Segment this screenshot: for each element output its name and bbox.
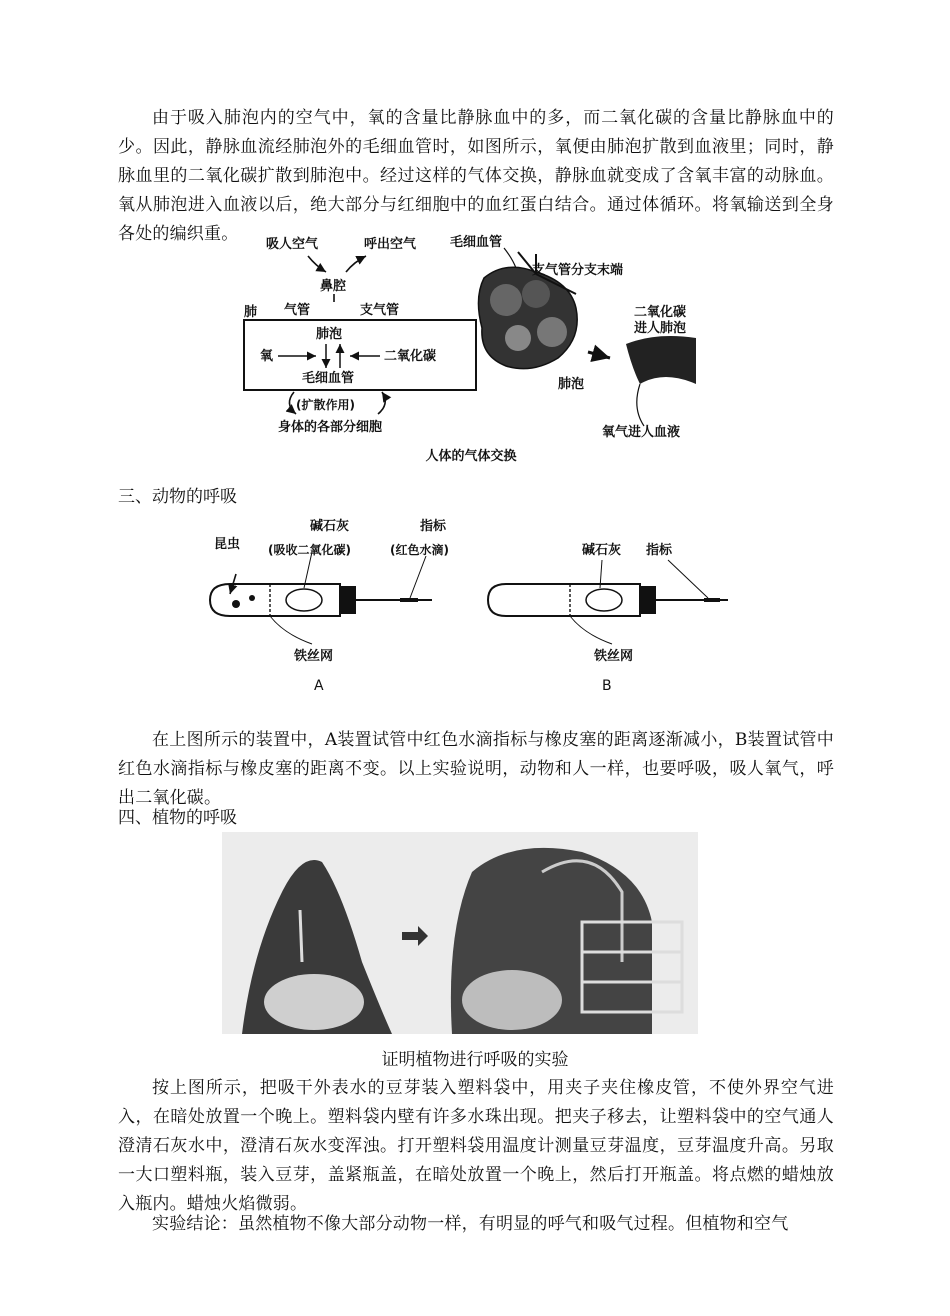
arrow-diffusion-right (378, 392, 385, 414)
label-lime-a: 碱石灰 (310, 519, 350, 534)
rubber-stopper-a (340, 586, 356, 614)
paragraph-plant-experiment: 按上图所示，把吸干外表水的豆芽装入塑料袋中，用夹子夹住橡皮管，不使外界空气进入，在暗处放置一个晚上。塑料袋内壁有许多水珠出现。把夹子移去，让塑料袋中的空气通人澄清石灰水中，澄清石灰水变浑浊。打开塑料袋用温度计测量豆芽温度，豆芽温度升高。另取一大口塑料瓶，装入豆芽，盖紧瓶盖，在暗处放置一个晚上，然后打开瓶盖。将点燃的蜡烛放入瓶内。蜡烛火焰微弱。 (118, 1078, 834, 1214)
label-mesh-a: 铁丝网 (294, 649, 334, 664)
label-co2-in: 二氧化碳 (634, 305, 687, 320)
test-tube-a (210, 584, 340, 616)
label-lung: 肺 (244, 305, 258, 320)
label-nasal: 鼻腔 (320, 279, 347, 294)
alveolus-sac-3 (537, 317, 567, 347)
label-lime-a-note: (吸收二氧化碳) (268, 543, 351, 557)
insect-2 (249, 595, 255, 601)
label-mesh-b: 铁丝网 (594, 649, 634, 664)
label-o2-in: 氧气进人血液 (602, 425, 681, 440)
label-b: B (602, 678, 612, 694)
label-oxygen: 氧 (260, 349, 274, 364)
label-inhale: 吸人空气 (266, 237, 319, 252)
alveolus-illustration (450, 234, 696, 440)
line-capillary-right (504, 248, 516, 268)
line-indicator-b (668, 560, 708, 598)
paragraph-conclusion: 实验结论：虽然植物不像大部分动物一样，有明显的呼气和吸气过程。但植物和空气 (152, 1214, 789, 1234)
paragraph-animal-experiment: 在上图所示的装置中，A装置试管中红色水滴指标与橡皮塞的距离逐渐减小，B装置试管中红色水滴指标与橡皮塞的距离不变。以上实验说明，动物和人一样，也要呼吸，吸人氧气，呼出二氧化碳。 (118, 730, 834, 808)
line-mesh-a (270, 616, 312, 644)
line-mesh-b (570, 616, 612, 644)
label-insect: 昆虫 (214, 537, 241, 552)
label-capillary-right: 毛细血管 (450, 235, 503, 250)
label-co2-in-2: 进人肺泡 (634, 321, 687, 336)
heading-plant-respiration: 四、植物的呼吸 (118, 808, 237, 828)
alveolus-sac-1 (490, 284, 522, 316)
line-o2-in (637, 384, 644, 426)
line-lime-a (304, 552, 312, 588)
label-co2: 二氧化碳 (384, 349, 437, 364)
capillary-wall (626, 336, 696, 384)
rubber-stopper-b (640, 586, 656, 614)
alveolus-sac-2 (522, 280, 550, 308)
figure1-caption: 人体的气体交换 (425, 449, 517, 464)
label-capillary: 毛细血管 (302, 371, 355, 386)
bean-sprouts-left (264, 974, 364, 1030)
label-a: A (314, 678, 324, 694)
lung-box (244, 320, 476, 390)
animal-respiration-figure (200, 514, 740, 694)
arrow-zoom (588, 352, 610, 358)
label-bronchus: 支气管 (360, 303, 400, 318)
schematic-diagram (244, 236, 476, 435)
label-bronchiole-end: 支气管分支末端 (532, 263, 624, 278)
figure3-caption: 证明植物进行呼吸的实验 (381, 1050, 569, 1070)
label-alveolus: 肺泡 (316, 327, 343, 342)
heading-animal-respiration: 三、动物的呼吸 (118, 487, 237, 507)
label-indicator-b: 指标 (646, 543, 673, 558)
paragraph-gas-exchange: 由于吸入肺泡内的空气中，氧的含量比静脉血中的多，而二氧化碳的含量比静脉血中的少。因此，静脉血流经肺泡外的毛细血管时，如图所示，氧便由肺泡扩散到血液里；同时，静脉血里的二氧化碳扩散到肺泡中。经过这样的气体交换，静脉血就变成了含氧丰富的动脉血。氧从肺泡进入血液以后，绝大部分与红细胞中的血红蛋白结合。通过体循环。将氧输送到全身各处的编织重。 (118, 108, 834, 244)
test-tube-b (488, 584, 640, 616)
insect-1 (232, 600, 240, 608)
label-exhale: 呼出空气 (364, 237, 417, 252)
alveolus-sac-4 (505, 325, 531, 351)
alveolus-cluster (478, 267, 577, 368)
lime-pack-b (586, 589, 622, 611)
label-diffusion: (扩散作用) (296, 398, 355, 412)
arrow-exhale (346, 256, 366, 272)
label-alveolus-right: 肺泡 (558, 377, 585, 392)
arrow-inhale (308, 256, 326, 272)
plant-respiration-photo (222, 832, 698, 1034)
bean-sprouts-right (462, 970, 562, 1030)
label-body-cells: 身体的各部分细胞 (278, 420, 383, 435)
label-indicator-a: 指标 (420, 519, 447, 534)
line-indicator-a (410, 556, 426, 598)
gas-exchange-figure (236, 234, 706, 470)
label-lime-b: 碱石灰 (582, 543, 622, 558)
lime-pack-a (286, 589, 322, 611)
apparatus-b (488, 542, 728, 694)
label-indicator-a-note: (红色水滴) (390, 543, 449, 557)
tube-left (300, 910, 302, 962)
apparatus-a (210, 518, 449, 694)
label-trachea: 气管 (284, 303, 311, 318)
